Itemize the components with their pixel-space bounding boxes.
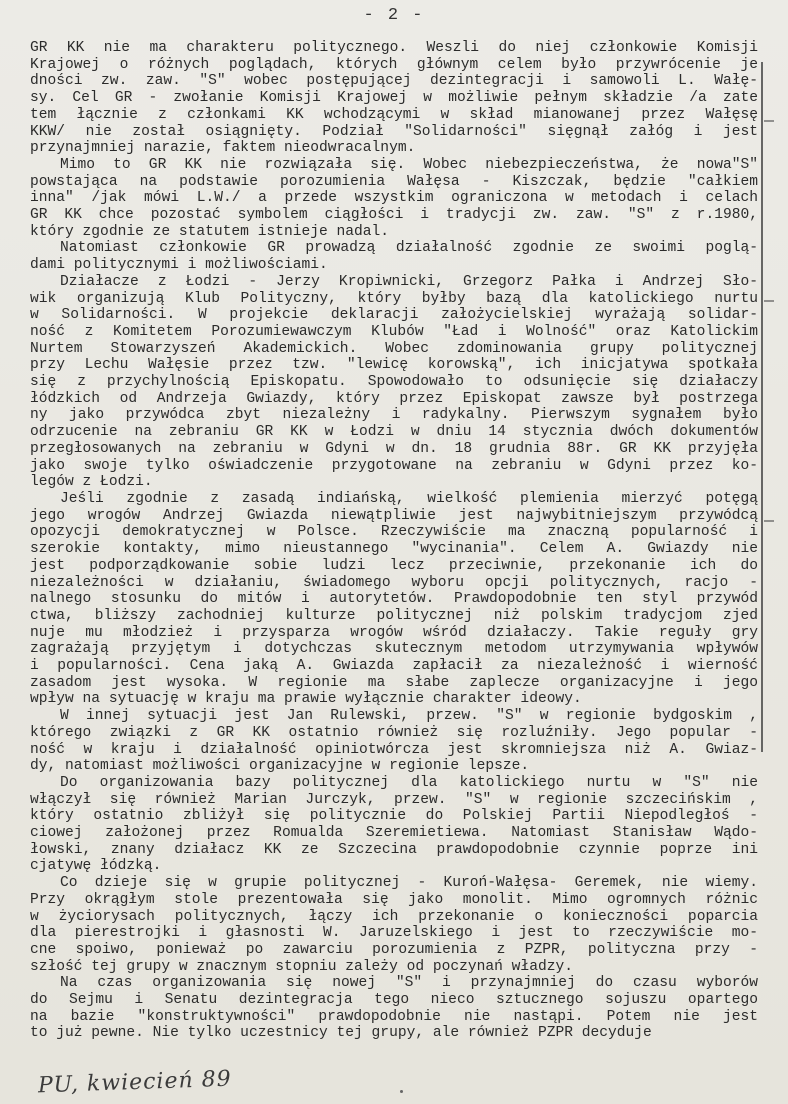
text-line: opozycji demokratycznej w Polsce. Rzeczywiście ma znaczną popularność i (30, 524, 758, 541)
text-line: Co dzieje się w grupie politycznej - Kuroń-Wałęsa- Geremek, nie wiemy. (60, 875, 758, 892)
text-line: powstająca na podstawie porozumienia Wałęsa - Kiszczak, będzie "całkiem (30, 173, 758, 190)
margin-tick (764, 120, 774, 122)
text-line: nuje mu młodzież i przysparza wrogów wśród działaczy. Takie reguły gry (30, 624, 758, 641)
text-line: dności zw. zaw. "S" wobec postępującej dezintegracji i samowoli L. Wałę- (30, 73, 758, 90)
text-line: dla pierestrojki i głasnosti W. Jaruzelskiego i jest to rzeczywiście mo- (30, 925, 758, 942)
handwritten-signature: PU, kwiecień 89 (37, 1066, 233, 1099)
text-line: Natomiast członkowie GR prowadzą działalność zgodnie ze swoimi poglą- (60, 240, 758, 257)
text-line: łowski, znany działacz KK ze Szczecina prawdopodobnie czynnie poprze ini (30, 841, 758, 858)
text-line: Do organizowania bazy politycznej dla katolickiego nurtu w "S" nie (60, 774, 758, 791)
text-line: przynajmniej narazie, faktem nieodwracalnym. (30, 140, 416, 157)
text-line: cjatywę łódzką. (30, 858, 162, 875)
text-line: włączył się również Marian Jurczyk, przew. "S" w regionie szczecińskim , (30, 791, 758, 808)
text-line: dami politycznymi i możliwościami. (30, 257, 328, 274)
text-line: ny jako przywódca zbyt niezależny i radykalny. Pierwszym sygnałem było (30, 407, 758, 424)
page-number: - 2 - (363, 6, 425, 25)
text-line: tem łącznie z członkami KK wchodzącymi w skład mianowanej przez Wałęsę (30, 106, 758, 123)
text-line: nalnego stosunku do mitów i autorytetów. Prawdopodobnie ten styl przywód (30, 591, 758, 608)
text-line: i popularności. Cena jaką A. Gwiazda zapłacił za niezależność i wierność (30, 658, 758, 675)
margin-tick (764, 520, 774, 522)
text-line: Na czas organizowania się nowej "S" i przynajmniej do czasu wyborów (60, 975, 758, 992)
text-line: legów z Łodzi. (30, 474, 153, 491)
text-line: odrzucenie na zebraniu GR KK w Łodzi w dniu 14 stycznia dwóch dokumentów (30, 424, 758, 441)
text-line: Jeśli zgodnie z zasadą indiańską, wielkość plemienia mierzyć potęgą (60, 490, 758, 507)
paragraph (30, 274, 758, 491)
paragraph (30, 491, 758, 708)
text-line: Krajowej o różnych poglądach, których głównym celem było przywrócenie je (30, 56, 758, 73)
text-line: cne spoiwo, ponieważ po zawarciu porozumienia z PZPR, polityczna przy - (30, 941, 758, 958)
paragraph (30, 240, 758, 273)
margin-tick (764, 300, 774, 302)
text-line: W innej sytuacji jest Jan Rulewski, przew. "S" w regionie bydgoskim , (60, 708, 758, 725)
text-line: przegłosowanych na zebraniu w Gdyni w dn. 18 grudnia 88r. GR KK przyjęła (30, 440, 758, 457)
text-line: inna" /jak mówi L.W./ a przede wszystkim ograniczona w metodach i celach (30, 190, 758, 207)
ink-speck (400, 1090, 403, 1093)
text-line: jako swoje tylko oświadczenie przygotowane na zebraniu w Gdyni przez ko- (30, 457, 758, 474)
text-line: GR KK nie ma charakteru politycznego. Weszli do niej członkowie Komisji (30, 40, 758, 56)
text-line: na bazie "konstruktywności" prawdopodobnie nie nastąpi. Potem nie jest (30, 1008, 758, 1025)
text-line: wik organizują Klub Polityczny, który byłby bazą dla katolickiego nurtu (30, 290, 758, 307)
text-line: Mimo to GR KK nie rozwiązała się. Wobec niebezpieczeństwa, że nowa"S" (60, 156, 758, 173)
text-line: ność w kraju i działalność opiniotwórcza jest skromniejsza niż A. Gwiaz- (30, 741, 758, 758)
text-line: łódzkich od Andrzeja Gwiazdy, który przez Episkopat zawsze był postrzega (30, 390, 758, 407)
paragraph (30, 775, 758, 875)
body-text (30, 40, 758, 1042)
text-line: się z przychylnością Episkopatu. Spowodowało to odsunięcie się działaczy (30, 374, 758, 391)
text-line: zasadom jest wysoka. W regionie ma słabe zaplecze organizacyjne i jego (30, 674, 758, 691)
text-line: GR KK chce pozostać symbolem ciągłości i tradycji zw. zaw. "S" z r.1980, (30, 207, 758, 224)
text-line: Działacze z Łodzi - Jerzy Kropiwnicki, Grzegorz Pałka i Andrzej Sło- (60, 273, 758, 290)
paragraph (30, 875, 758, 975)
text-line: szerokie kontakty, mimo nieustannego "wycinania". Celem A. Gwiazdy nie (30, 541, 758, 558)
text-line: Nurtem Stowarzyszeń Akademickich. Wobec zdominowania grupy politycznej (30, 340, 758, 357)
text-line: którego związki z GR KK ostatnio również się rozluźniły. Jego popular - (30, 724, 758, 741)
text-line: zagrażają przyjętym i dotychczas skutecznym metodom utrzymywania wpływów (30, 641, 758, 658)
paragraph (30, 975, 758, 1042)
paragraph (30, 40, 758, 157)
text-line: wpływ na sytuację w kraju ma prawie wyłącznie charakter ideowy. (30, 691, 582, 708)
text-line: niezależności w działaniu, świadomego wyboru opcji politycznych, racjo - (30, 574, 758, 591)
text-line: dy, natomiast możliwości organizacyjne w regionie lepsze. (30, 758, 530, 775)
text-line: jego wrogów Andrzej Gwiazda niewątpliwie jest najwybitniejszym przywódcą (30, 507, 758, 524)
text-line: KKW/ nie został osiągnięty. Podział "Solidarności" sięgnął załóg i jest (30, 123, 758, 140)
text-line: w Solidarności. W projekcie deklaracji założycielskiej wyrażają solidar- (30, 307, 758, 324)
text-line: ność z Komitetem Porozumiewawczym Klubów "Ład i Wolność" oraz Katolickim (30, 323, 758, 340)
paragraph (30, 708, 758, 775)
text-line: przy Lechu Wałęsie przez tzw. "lewicę korowską", ich inicjatywa spotkała (30, 357, 758, 374)
text-line: Przy okrągłym stole prezentowała się jako monolit. Mimo ogromnych różnic (30, 891, 758, 908)
margin-line (761, 62, 763, 752)
text-line: ciowej założonej przez Romualda Szeremietiewa. Natomiast Stanisław Wądo- (30, 825, 758, 842)
text-line: w życiorysach politycznych, łączy ich przekonanie o konieczności poparcia (30, 908, 758, 925)
text-line: który ostatnio zbliżył się politycznie do Polskiej Partii Niepodległoś - (30, 808, 758, 825)
text-line: ctwa, bliższy zachodniej kulturze politycznej niż polskim tradycjom zjed (30, 607, 758, 624)
paragraph (30, 157, 758, 241)
text-line: to już pewne. Nie tylko uczestnicy tej grupy, ale również PZPR decyduje (30, 1025, 652, 1042)
text-line: do Sejmu i Senatu dezintegracja tego nieco sztucznego sojuszu opartego (30, 992, 758, 1009)
text-line: szłość tej grupy w znacznym stopniu zależy od poczynań władzy. (30, 958, 573, 975)
text-line: jest podporządkowanie sobie ludzi lecz przeciwnie, przekonanie ich do (30, 557, 758, 574)
text-line: który zgodnie ze statutem istnieje nadal. (30, 223, 390, 240)
text-line: sy. Cel GR - zwołanie Komisji Krajowej w możliwie pełnym składzie /a zate (30, 90, 758, 107)
